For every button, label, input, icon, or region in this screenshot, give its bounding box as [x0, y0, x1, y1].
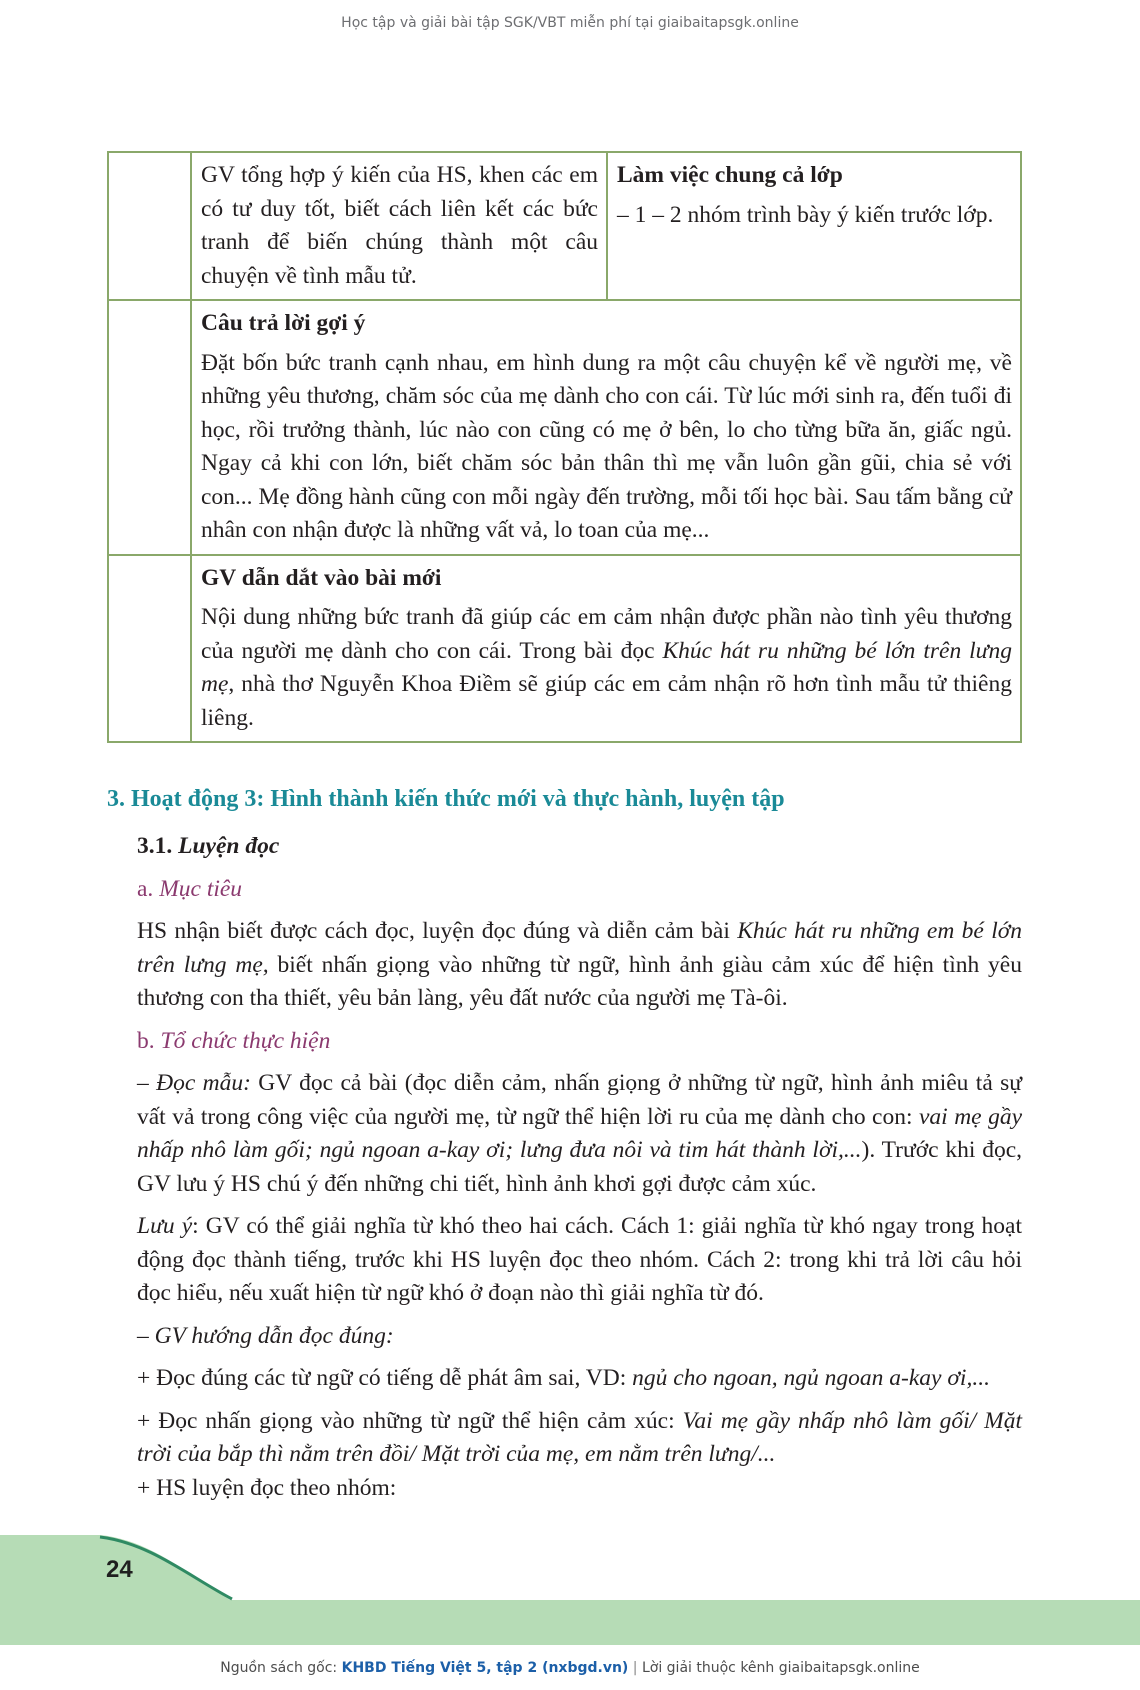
- model-reading-text-end: ). Trước khi đọc, GV lưu ý HS chú ý đến những chi tiết, hình ảnh khơi gợi được cảm xúc.: [137, 1137, 1022, 1197]
- table-row: [108, 555, 1021, 743]
- objective-prefix: a.: [137, 875, 160, 902]
- student-activity-text: – 1 – 2 nhóm trình bày ý kiến trước lớp.: [617, 201, 994, 228]
- lesson-table: [107, 151, 1022, 743]
- subsection-label: Luyện đọc: [178, 833, 280, 859]
- note-paragraph: [137, 1210, 1022, 1311]
- table-row: [108, 300, 1021, 555]
- bullet-item: [137, 1362, 1022, 1396]
- guide-heading: [137, 1320, 1022, 1354]
- note-text: : GV có thể giải nghĩa từ khó theo hai cách. Cách 1: giải nghĩa từ khó ngay trong hoạt động đọc thành tiếng, trước khi HS luyện đọc theo nhóm. Cách 2: trong khi trả lời câu hỏi đọc hiểu, nếu xuất hiện từ ngữ khó ở đoạn nào thì giải nghĩa từ đó.: [137, 1213, 1022, 1306]
- source-book-link[interactable]: KHBD Tiếng Việt 5, tập 2 (nxbgd.vn): [341, 1660, 629, 1676]
- subsection-number: 3.1.: [137, 833, 179, 859]
- teacher-activity-cell: [191, 152, 607, 300]
- bullet-text: + Đọc nhấn giọng vào những từ ngữ thể hiện cảm xúc:: [137, 1407, 683, 1434]
- source-suffix: Lời giải thuộc kênh giaibaitapsgk.online: [641, 1660, 920, 1676]
- bullet-item: [137, 1405, 1022, 1472]
- subsection-title: [137, 830, 1022, 864]
- footer-band-fill: [0, 1535, 1140, 1645]
- objective-label: Mục tiêu: [159, 875, 243, 902]
- suggested-answer-cell: [191, 300, 1021, 555]
- note-label: Lưu ý: [137, 1213, 193, 1239]
- teacher-activity-text: GV tổng hợp ý kiến của HS, khen các em có tư duy tốt, biết cách liên kết các bức tranh để biến chúng thành một câu chuyện về tình mẫu tử.: [201, 162, 598, 289]
- implementation-heading: [137, 1025, 1022, 1059]
- model-reading-examples: vai mẹ gầy nhấp nhô làm gối; ngủ ngoan a-kay ơi; lưng đưa nôi và tim hát thành lời,...: [137, 1103, 1023, 1163]
- bullet-examples: ngủ cho ngoan, ngủ ngoan a-kay ơi,...: [632, 1365, 990, 1391]
- section-body: [137, 830, 1022, 1514]
- lesson-intro-text-part: , nhà thơ Nguyễn Khoa Điềm sẽ giúp các em cảm nhận rõ hơn tình mẫu tử thiêng liêng.: [201, 671, 1012, 731]
- source-footer: [0, 1660, 1140, 1676]
- page-number: 24: [106, 1556, 133, 1583]
- table-row: [108, 152, 1021, 300]
- lesson-intro-text: [201, 601, 1012, 735]
- implementation-label: Tổ chức thực hiện: [160, 1027, 331, 1054]
- footer-separator: |: [628, 1660, 642, 1676]
- lesson-intro-text-part: Nội dung những bức tranh đã giúp các em cảm nhận được phần nào tình yêu thương của người mẹ dành cho con cái. Trong bài đọc: [201, 604, 1012, 664]
- table-cell-empty: [108, 300, 191, 555]
- table-cell-empty: [108, 555, 191, 743]
- top-header-note: Học tập và giải bài tập SGK/VBT miễn phí tại giaibaitapsgk.online: [341, 15, 799, 31]
- lesson-intro-heading: GV dẫn dắt vào bài mới: [201, 564, 442, 591]
- bullet-examples: Vai mẹ gầy nhấp nhô làm gối/ Mặt trời của bắp thì nằm trên đồi/ Mặt trời của mẹ, em nằm trên lưng/...: [137, 1407, 1022, 1467]
- dash: –: [137, 1070, 157, 1096]
- model-reading-paragraph: [137, 1067, 1022, 1201]
- objective-text: [137, 915, 1022, 1016]
- model-reading-label: Đọc mẫu:: [156, 1070, 251, 1096]
- implementation-prefix: b.: [137, 1027, 161, 1054]
- table-cell-empty: [108, 152, 191, 300]
- footer-wave-band: [0, 1535, 1140, 1645]
- suggested-answer-text: Đặt bốn bức tranh cạnh nhau, em hình dung ra một câu chuyện kể về người mẹ, về những yêu thương, chăm sóc của mẹ dành cho con cái. Từ lúc mới sinh ra, đến tuổi đi học, rồi trưởng thành, lúc nào con cũng có mẹ ở bên, lo cho từng bữa ăn, giấc ngủ. Ngay cả khi con lớn, biết chăm sóc bản thân thì mẹ vẫn luôn gần gũi, chia sẻ với con... Mẹ đồng hành cũng con mỗi ngày đến trường, mỗi tối học bài. Sau tấm bằng cử nhân con nhận được là những vất vả, lo toan của mẹ...: [201, 349, 1012, 543]
- section-title: 3. Hoạt động 3: Hình thành kiến thức mới và thực hành, luyện tập: [107, 786, 785, 812]
- guide-text: – GV hướng dẫn đọc đúng:: [137, 1322, 394, 1349]
- bullet-text: + Đọc đúng các từ ngữ có tiếng dễ phát âm sai, VD:: [137, 1365, 633, 1391]
- poem-title: Khúc hát ru những bé lớn trên lưng mẹ: [201, 637, 1012, 697]
- suggested-answer-heading: Câu trả lời gợi ý: [201, 310, 366, 336]
- bullet-text: + HS luyện đọc theo nhóm:: [137, 1474, 397, 1501]
- model-reading-text: GV đọc cả bài (đọc diễn cảm, nhấn giọng ở những từ ngữ, hình ảnh miêu tả sự vất vả trong công việc của người mẹ, từ ngữ thể hiện lời ru của mẹ dành cho con:: [137, 1070, 1023, 1130]
- objective-heading: [137, 873, 1022, 907]
- source-prefix: Nguồn sách gốc:: [220, 1660, 342, 1676]
- student-activity-cell: [607, 152, 1021, 300]
- student-activity-heading: Làm việc chung cả lớp: [617, 162, 843, 188]
- bullet-item: [137, 1472, 1022, 1506]
- objective-text-part: biết nhấn giọng vào những từ ngữ, hình ảnh giàu cảm xúc để hiện tình yêu thương con tha thiết, yêu bản làng, yêu đất nước của người mẹ Tà-ôi.: [137, 951, 1022, 1011]
- objective-text-part: HS nhận biết được cách đọc, luyện đọc đúng và diễn cảm bài: [137, 918, 738, 944]
- poem-title: Khúc hát ru những em bé lớn trên lưng mẹ,: [137, 918, 1023, 978]
- lesson-intro-cell: [191, 555, 1021, 743]
